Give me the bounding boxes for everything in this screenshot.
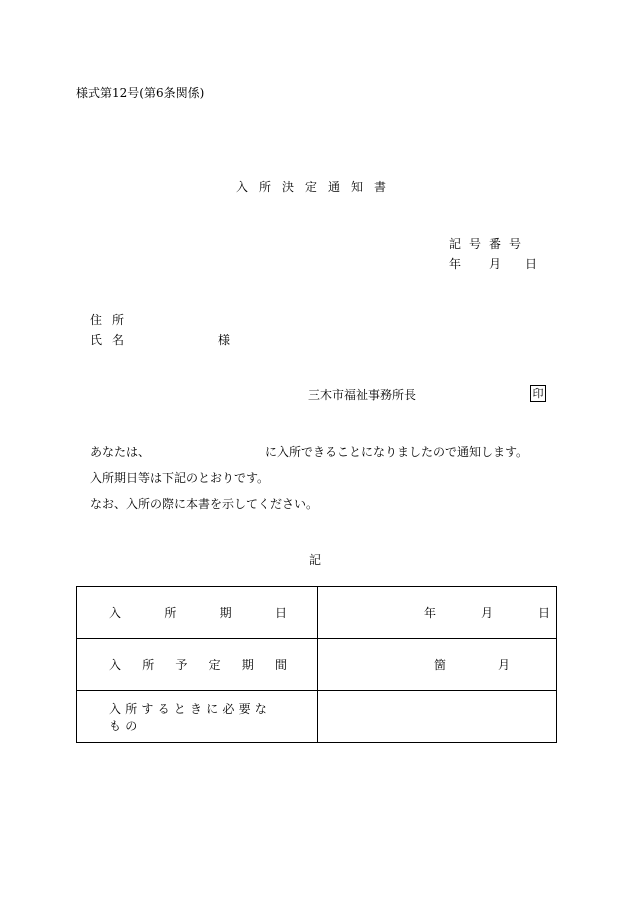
label-char: 入 <box>109 606 122 620</box>
scheduled-period-value-cell <box>318 639 557 691</box>
honorific-sama: 様 <box>218 333 231 347</box>
table-row-admission-date <box>77 587 557 639</box>
label-char: 日 <box>274 606 287 620</box>
required-items-label-cell <box>77 691 318 743</box>
label-char: 定 <box>208 658 221 672</box>
table-row-scheduled-period <box>77 639 557 691</box>
body-line1-suffix: に入所できることになりましたので通知します。 <box>265 445 529 459</box>
admission-details-table <box>76 586 557 743</box>
label-char: 入 <box>109 658 122 672</box>
admission-date-value-cell <box>318 587 557 639</box>
body-line3: なお、入所の際に本書を示してください。 <box>90 497 319 511</box>
seal-stamp: 印 <box>530 385 546 402</box>
issue-year-label: 年 <box>449 257 462 271</box>
label-char: 予 <box>175 658 188 672</box>
body-line1-prefix: あなたは、 <box>90 445 151 459</box>
body-line2: 入所期日等は下記のとおりです。 <box>90 471 270 485</box>
label-char: 期 <box>219 606 232 620</box>
address-label: 住所 <box>90 313 135 327</box>
issue-month-label: 月 <box>489 257 502 271</box>
document-number-label: 記号番号 <box>449 237 530 251</box>
name-label: 氏名 <box>90 333 135 347</box>
sender-name: 三木市福祉事務所長 <box>308 388 417 402</box>
unit-ka-label: 箇 <box>434 658 447 672</box>
form-number: 様式第12号(第6条関係) <box>76 86 205 100</box>
required-items-value-cell <box>318 691 557 743</box>
day-label: 日 <box>537 606 550 620</box>
unit-month-label: 月 <box>498 658 511 672</box>
year-label: 年 <box>424 606 437 620</box>
table-row-required-items <box>77 691 557 743</box>
required-items-label: 入所するときに必要なもの <box>109 701 272 733</box>
label-char: 所 <box>142 658 155 672</box>
label-char: 期 <box>241 658 254 672</box>
issue-day-label: 日 <box>525 257 538 271</box>
label-char: 所 <box>164 606 177 620</box>
issue-date-line <box>449 255 537 272</box>
month-label: 月 <box>480 606 493 620</box>
ki-heading: 記 <box>309 553 322 567</box>
label-char: 間 <box>274 658 287 672</box>
document-title: 入所決定通知書 <box>236 180 398 194</box>
admission-date-label-cell <box>77 587 318 639</box>
scheduled-period-label-cell <box>77 639 318 691</box>
